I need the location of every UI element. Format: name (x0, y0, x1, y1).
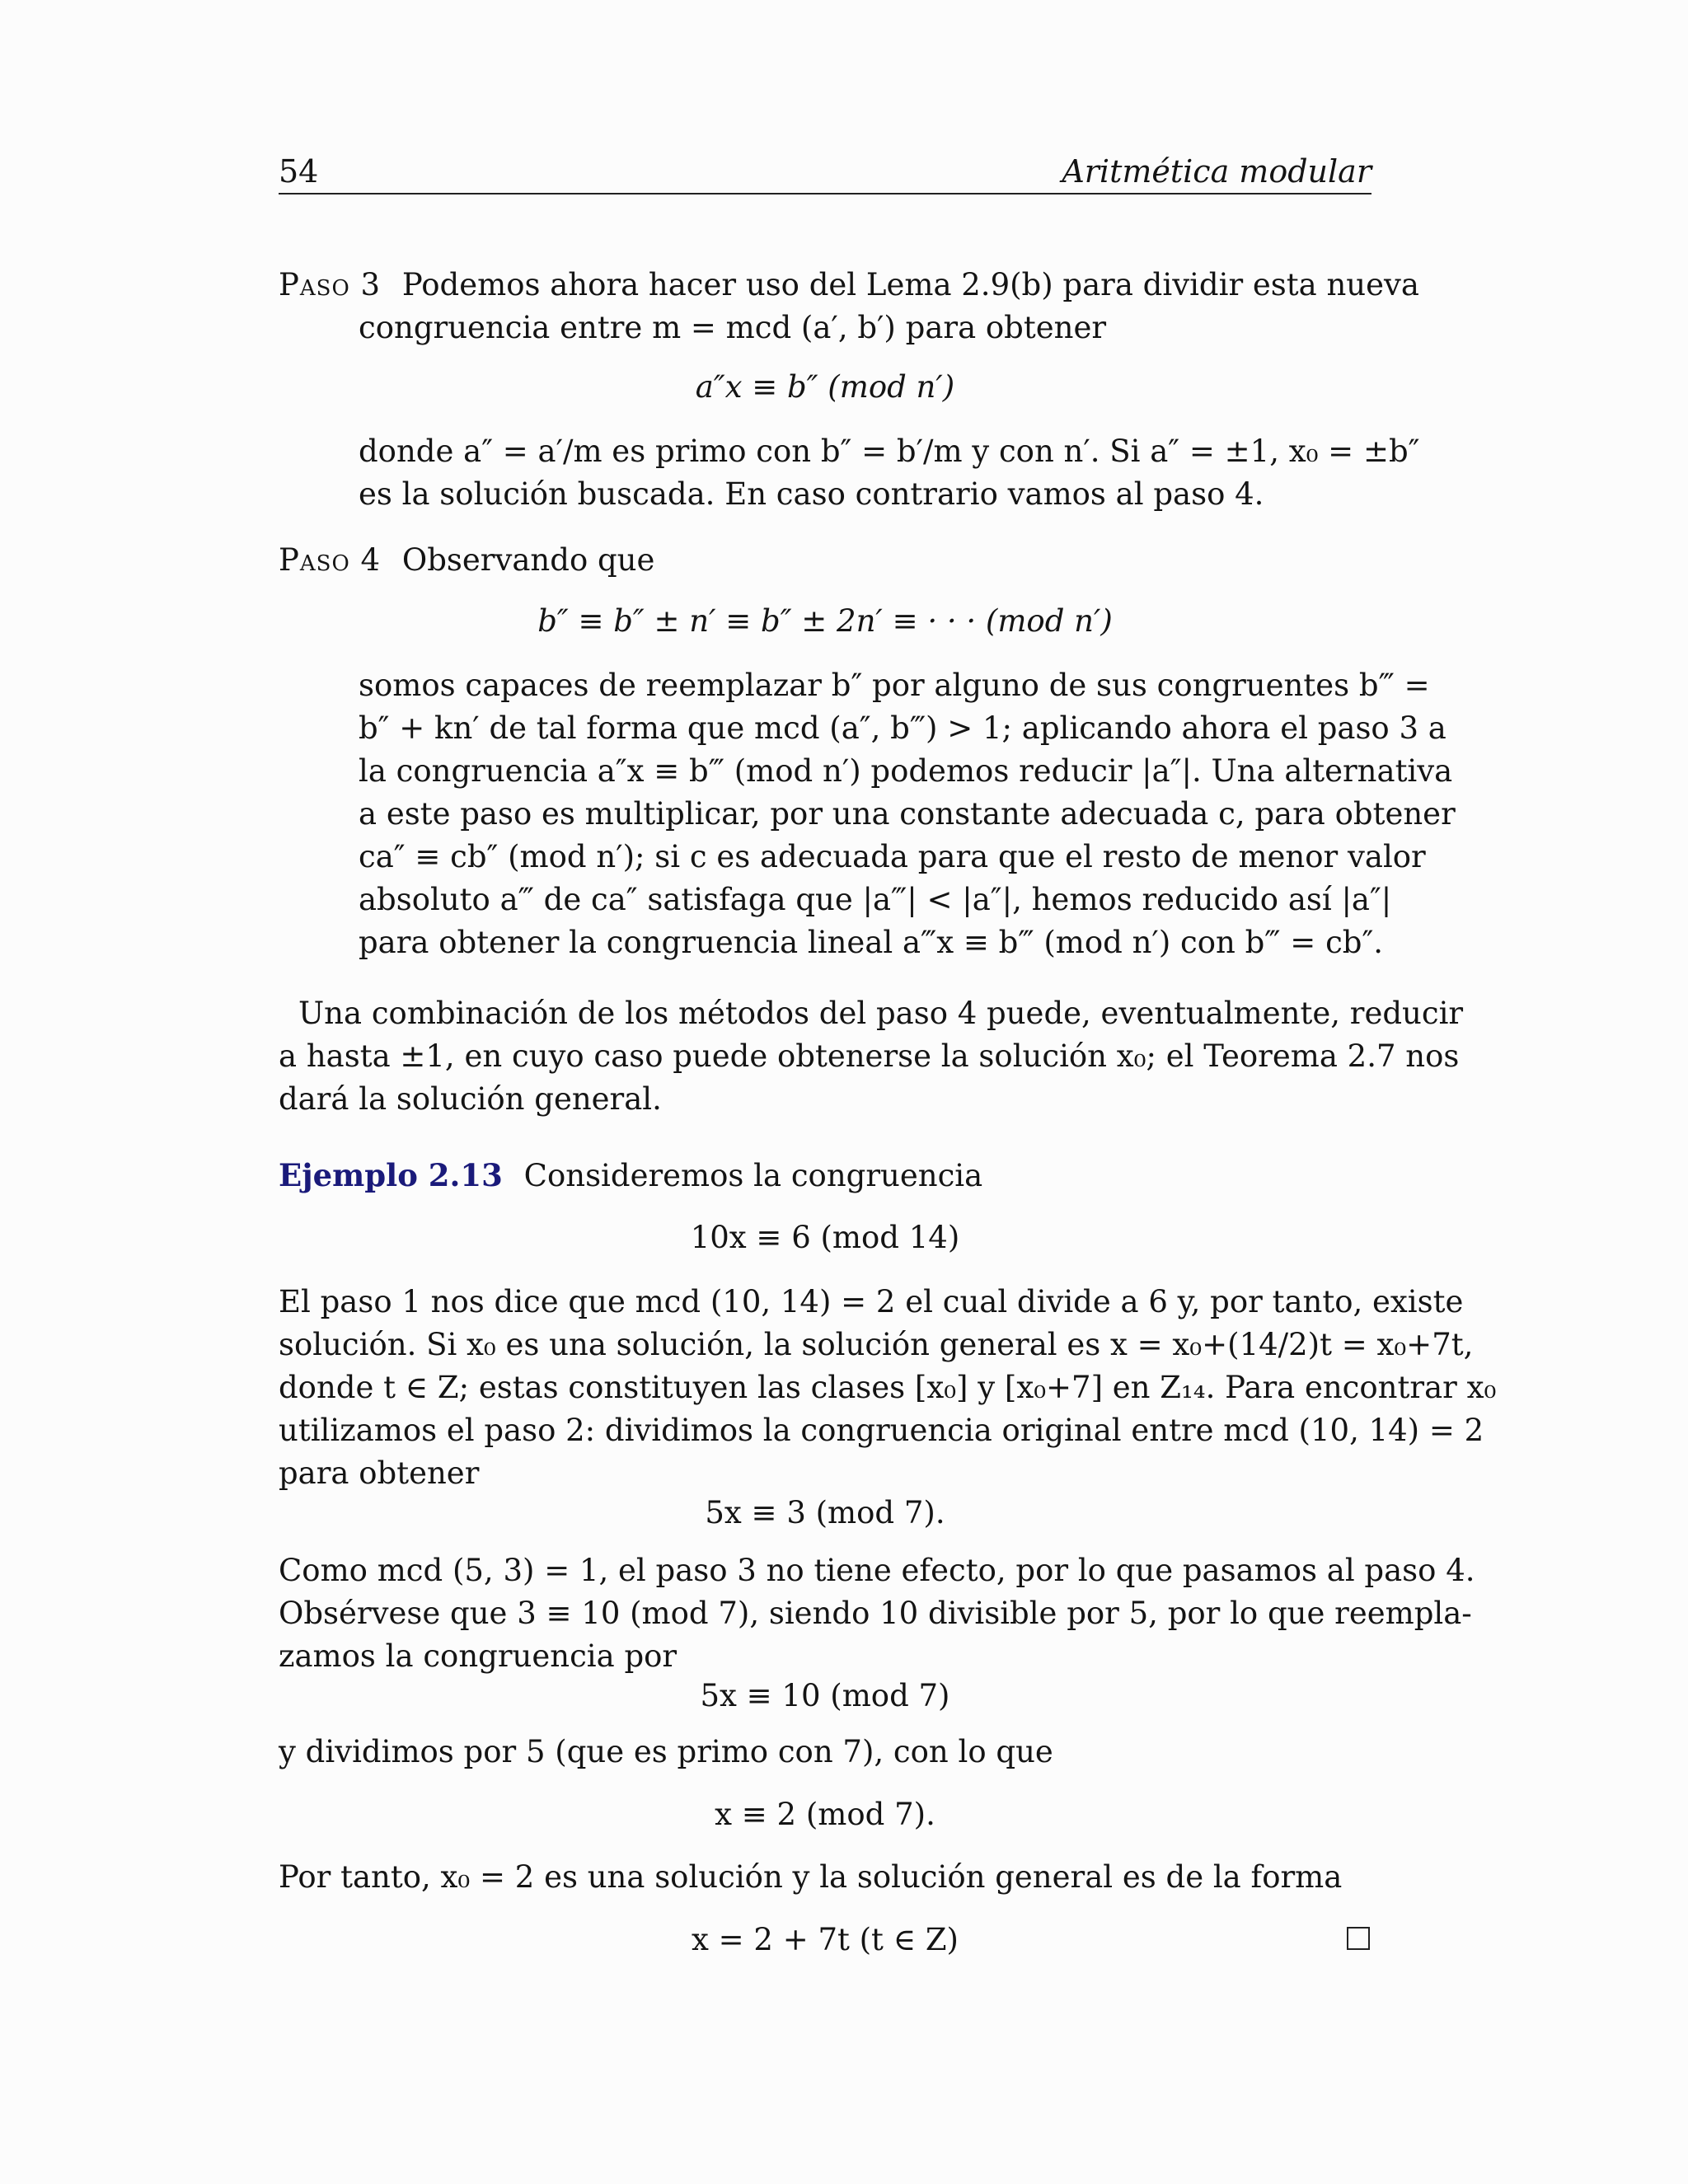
example-text-line: donde t ∈ Z; estas constituyen las clases [x₀] y [x₀+7] en Z₁₄. Para encontrar x₀ (279, 1370, 1497, 1405)
example-text-line: Por tanto, x₀ = 2 es una solución y la solución general es de la forma (279, 1859, 1343, 1895)
example-text-line: para obtener (279, 1455, 480, 1491)
paso4-text-line: absoluto a‴ de ca″ satisfaga que |a‴| < |a″|, hemos reducido así |a″| (359, 882, 1392, 917)
example-equation-4: x ≡ 2 (mod 7). (715, 1797, 935, 1832)
example-heading-line (279, 1155, 1372, 1196)
page-number: 54 (279, 153, 319, 190)
paso4-equation: b″ ≡ b″ ± n′ ≡ b″ ± 2n′ ≡ · · · (mod n′) (537, 603, 1113, 639)
example-label: Ejemplo 2.13 (279, 1157, 503, 1193)
paso3-first-line (279, 265, 1419, 305)
paso4-label: Paso 4 (279, 542, 382, 578)
paragraph-line: Una combinación de los métodos del paso 4 puede, eventualmente, reducir (298, 996, 1464, 1031)
paso4-line1: Observando que (401, 542, 655, 578)
paso3-line2: congruencia entre m = mcd (a′, b′) para obtener (359, 310, 1107, 345)
paso4-text-line: somos capaces de reemplazar b″ por alguno de sus congruentes b‴ = (359, 668, 1430, 703)
example-equation-1: 10x ≡ 6 (mod 14) (690, 1220, 960, 1255)
example-text-line: El paso 1 nos dice que mcd (10, 14) = 2 el cual divide a 6 y, por tanto, existe (279, 1284, 1464, 1319)
example-text-line: zamos la congruencia por (279, 1638, 678, 1674)
paso4-first-line (279, 541, 1372, 580)
example-text-line: y dividimos por 5 (que es primo con 7), con lo que (279, 1734, 1053, 1769)
paso3-line4: es la solución buscada. En caso contrario vamos al paso 4. (359, 476, 1264, 512)
example-equation-5: x = 2 + 7t (t ∈ Z) (692, 1922, 959, 1957)
paso4-text-line: b″ + kn′ de tal forma que mcd (a″, b‴) > 1; aplicando ahora el paso 3 a (359, 710, 1447, 746)
example-equation-2: 5x ≡ 3 (mod 7). (705, 1495, 945, 1530)
page-header (279, 153, 1372, 194)
chapter-title: Aritmética modular (1062, 153, 1372, 190)
paso3-equation: a″x ≡ b″ (mod n′) (695, 369, 955, 405)
example-text-line: utilizamos el paso 2: dividimos la congruencia original entre mcd (10, 14) = 2 (279, 1413, 1484, 1448)
example-text-line: Como mcd (5, 3) = 1, el paso 3 no tiene efecto, por lo que pasamos al paso 4. (279, 1553, 1475, 1588)
paragraph-line: a hasta ±1, en cuyo caso puede obtenerse la solución x₀; el Teorema 2.7 nos (279, 1038, 1460, 1074)
paso4-text-line: para obtener la congruencia lineal a‴x ≡ b‴ (mod n′) con b‴ = cb″. (359, 925, 1384, 960)
paragraph-line: dará la solución general. (279, 1081, 662, 1117)
paso3-line1: Podemos ahora hacer uso del Lema 2.9(b) para dividir esta nueva (401, 267, 1419, 302)
paso4-text-line: a este paso es multiplicar, por una constante adecuada c, para obtener (359, 796, 1456, 832)
paso3-line3: donde a″ = a′/m es primo con b″ = b′/m y con n′. Si a″ = ±1, x₀ = ±b″ (359, 434, 1420, 469)
example-text-line: solución. Si x₀ es una solución, la solución general es x = x₀+(14/2)t = x₀+7t, (279, 1327, 1474, 1362)
paso3-label: Paso 3 (279, 267, 382, 302)
paso4-text-line: ca″ ≡ cb″ (mod n′); si c es adecuada para que el resto de menor valor (359, 839, 1426, 874)
example-equation-3: 5x ≡ 10 (mod 7) (700, 1678, 950, 1713)
example-intro: Consideremos la congruencia (523, 1158, 983, 1193)
qed-box-icon (1347, 1927, 1370, 1950)
paso4-text-line: la congruencia a″x ≡ b‴ (mod n′) podemos reducir |a″|. Una alternativa (359, 753, 1453, 789)
example-text-line: Obsérvese que 3 ≡ 10 (mod 7), siendo 10 divisible por 5, por lo que reempla- (279, 1596, 1472, 1631)
